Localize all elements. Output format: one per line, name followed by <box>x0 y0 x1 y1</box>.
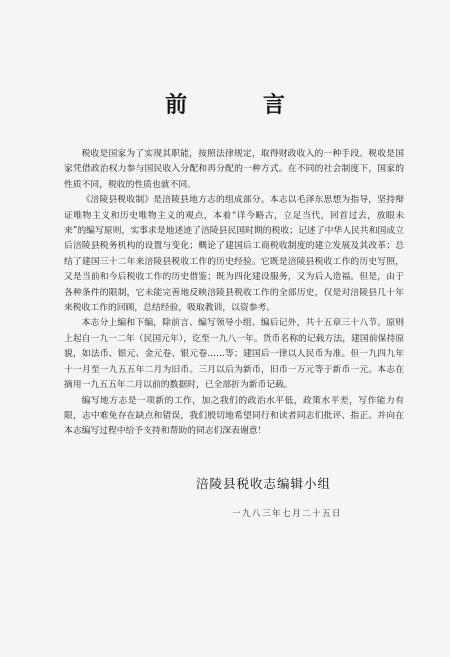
paragraph-1: 税收是国家为了实现其职能，按照法律规定，取得财政收入的一种手段。税收是国家凭借政治权力参与国民收入分配和再分配的一种方式。在不同的社会制度下，国家的性质不同，税收的性质也就不同。 <box>64 149 404 190</box>
page-title: 前 言 <box>165 92 319 118</box>
signature-editorial-group: 涪陵县税收志编辑小组 <box>196 476 332 491</box>
signature-date: 一九八三年七月二十五日 <box>232 509 343 519</box>
paragraph-4: 编写地方志是一项新的工作，加之我们的政治水平低，政策水平差，写作能力有限，志中难免存在缺点和错误，我们殷切地希望同行和读者同志们批评、指正。并向在本志编写过程中给予支持和帮助的同志们深表谢意！ <box>64 395 404 437</box>
preface-body <box>64 147 404 440</box>
paragraph-2: 《涪陵县税收制》是涪陵县地方志的组成部分。本志以毛泽东思想为指导，坚持辩证唯物主义和历史唯物主义的观点，本着“详今略古，立足当代，回首过去，放眼未来”的编写原则，实事求是地述迹了涪陵县民国时期的税收；记述了中华人民共和国成立后涪陵县税务机构的设置与变化；概论了建国后工商税收制度的建立发展及其改革；总结了建国三十二年来涪陵县税收工作的历史经验。它既是涪陵县税收工作的历史写照，又是当前和今后税收工作的历史借鉴；既为四化建设服务，又为后人造福。但是，由于各种条件的限制，它未能完善地反映涪陵县税收工作的全部历史，仅是对涪陵县几十年来税收工作的回顾，总结经验，吸取教训，以资参考。 <box>64 195 404 314</box>
paragraph-3: 本志分上编和下编，除前言、编写领导小组、编后记外，共十五章三十八节。原则上起自一九一二年（民国元年），讫至一九八一年。货币名称的记载方法，建国前保持原貌，如法币、银元、金元卷、银元卷……等；建国后一律以人民币为准。但一九四九年十一月至一九五五年二月为旧币。三月以后为新币，旧币一万元等于新币一元。本志在摘用一九五五年二月以前的数据时，已全部折为新币记载。 <box>64 318 404 391</box>
